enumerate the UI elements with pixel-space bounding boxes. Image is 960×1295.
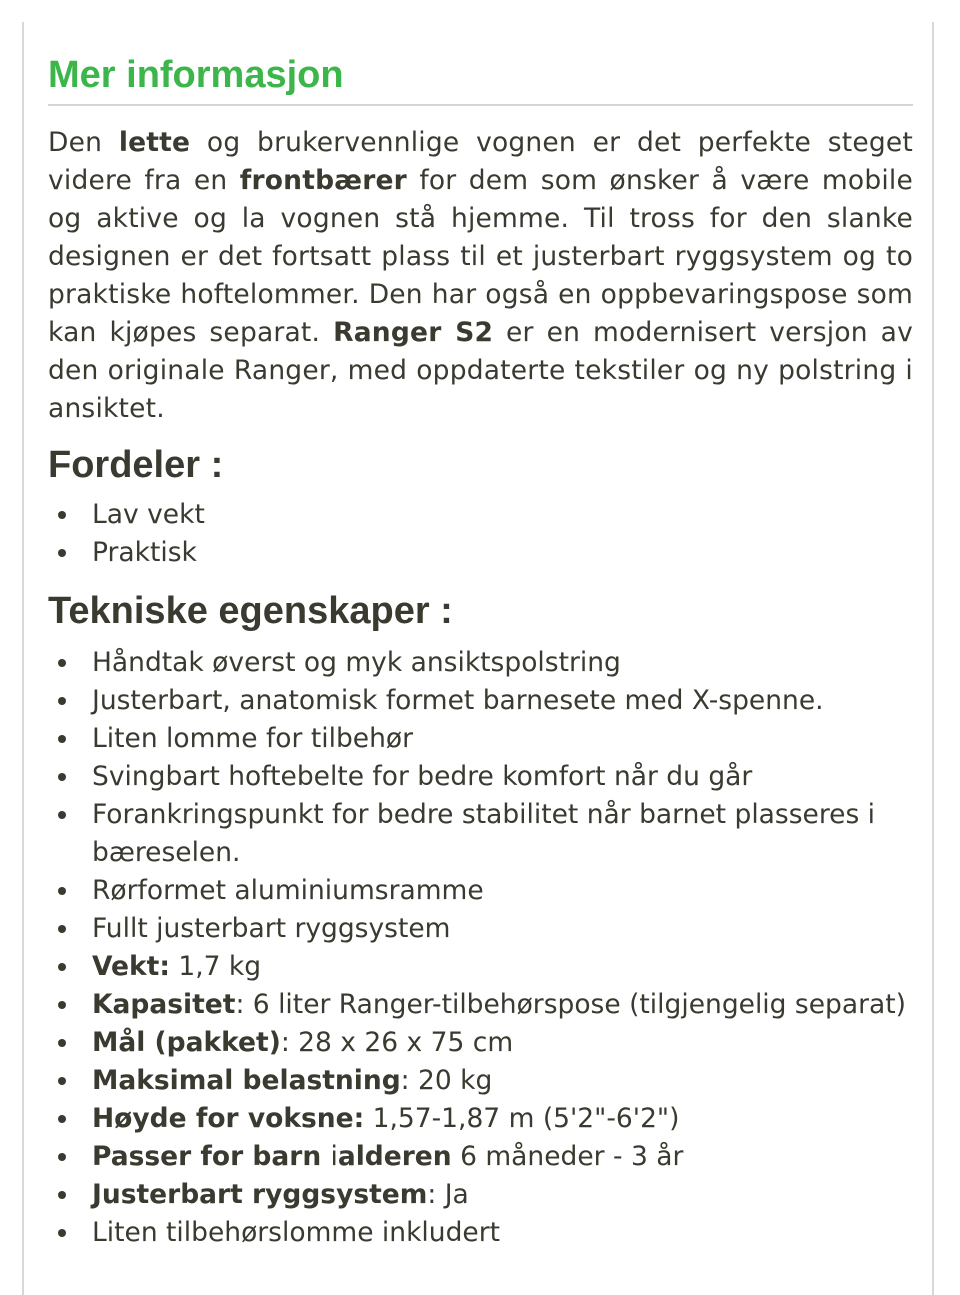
spec-adult-height: Høyde for voksne: 1,57-1,87 m (5'2"-6'2")	[48, 1100, 913, 1138]
list-item: Svingbart hoftebelte for bedre komfort når du går	[48, 758, 913, 796]
spec-age: Passer for barn ialderen 6 måneder - 3 år	[48, 1138, 913, 1176]
bullet-icon	[58, 773, 66, 781]
list-item: Håndtak øverst og myk ansiktspolstring	[48, 644, 913, 682]
bullet-icon	[58, 963, 66, 971]
product-info	[48, 50, 913, 1252]
bullet-icon	[58, 735, 66, 743]
bullet-icon	[58, 1229, 66, 1237]
list-item: Fullt justerbart ryggsystem	[48, 910, 913, 948]
bullet-icon	[58, 925, 66, 933]
advantages-list	[48, 496, 913, 572]
bullet-icon	[58, 1115, 66, 1123]
bullet-icon	[58, 887, 66, 895]
list-item: Rørformet aluminiumsramme	[48, 872, 913, 910]
list-item: Praktisk	[48, 534, 913, 572]
list-item: Liten lomme for tilbehør	[48, 720, 913, 758]
bullet-icon	[58, 511, 66, 519]
specs-list	[48, 644, 913, 1252]
spec-max-load: Maksimal belastning: 20 kg	[48, 1062, 913, 1100]
list-item: Lav vekt	[48, 496, 913, 534]
advantages-heading: Fordeler :	[48, 444, 224, 486]
spec-capacity: Kapasitet: 6 liter Ranger-tilbehørspose (tilgjengelig separat)	[48, 986, 913, 1024]
bullet-icon	[58, 659, 66, 667]
bullet-icon	[58, 697, 66, 705]
spec-dimensions: Mål (pakket): 28 x 26 x 75 cm	[48, 1024, 913, 1062]
bullet-icon	[58, 811, 66, 819]
bullet-icon	[58, 1153, 66, 1161]
list-item: Liten tilbehørslomme inkludert	[48, 1214, 913, 1252]
bullet-icon	[58, 1039, 66, 1047]
intro-paragraph: Den lette og brukervennlige vognen er det perfekte steget videre fra en frontbærer for dem som ønsker å være mobile og aktive og la vognen stå hjemme. Til tross for den slanke designen er det fortsatt plass til et justerbart ryggsystem og to praktiske hoftelommer. Den har også en oppbevaringspose som kan kjøpes separat. Ranger S2 er en modernisert versjon av den originale Ranger, med oppdaterte tekstiler og ny polstring i ansiktet.	[48, 127, 913, 424]
bullet-icon	[58, 1191, 66, 1199]
section-title: Mer informasjon	[48, 50, 913, 106]
bullet-icon	[58, 549, 66, 557]
list-item: Forankringspunkt for bedre stabilitet når barnet plasseres i bæreselen.	[48, 796, 913, 872]
spec-weight: Vekt: 1,7 kg	[48, 948, 913, 986]
bullet-icon	[58, 1001, 66, 1009]
spec-back-system: Justerbart ryggsystem: Ja	[48, 1176, 913, 1214]
list-item: Justerbart, anatomisk formet barnesete med X-spenne.	[48, 682, 913, 720]
specs-heading: Tekniske egenskaper :	[48, 590, 453, 632]
bullet-icon	[58, 1077, 66, 1085]
